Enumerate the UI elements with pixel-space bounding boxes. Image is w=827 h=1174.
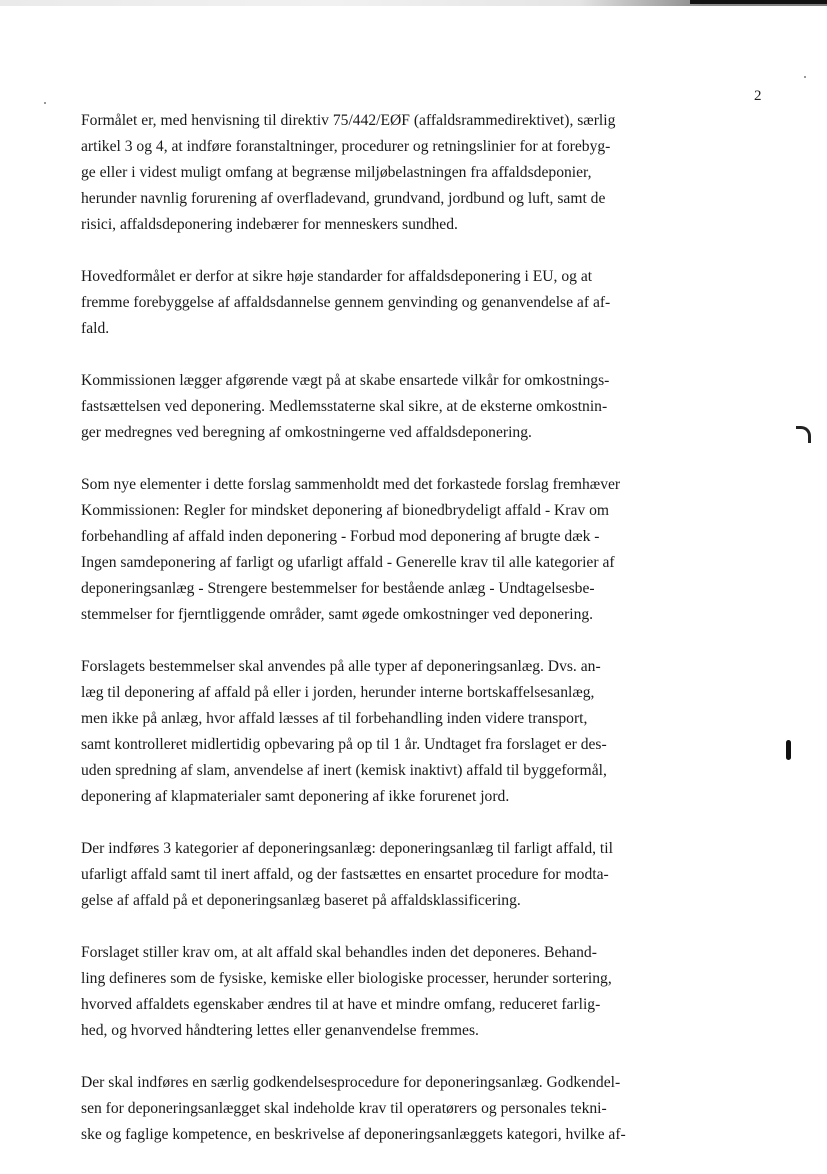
text-line: Kommissionen lægger afgørende vægt på at skabe ensartede vilkår for omkostnings-	[81, 372, 610, 389]
page-number: 2	[754, 88, 762, 104]
text-line: fremme forebyggelse af affaldsdannelse gennem genvinding og genanvendelse af af-	[81, 294, 611, 311]
text-line: gelse af affald på et deponeringsanlæg baseret på affaldsklassificering.	[81, 892, 521, 909]
text-line: risici, affaldsdeponering indebærer for menneskers sundhed.	[81, 216, 458, 233]
text-line: ge eller i videst muligt omfang at begrænse miljøbelastningen fra affaldsdeponier,	[81, 164, 592, 181]
paragraph-approval	[81, 1070, 767, 1148]
scan-margin-mark	[796, 426, 811, 443]
paragraph-categories	[81, 836, 767, 914]
text-line: deponeringsanlæg - Strengere bestemmelser for bestående anlæg - Undtagelsesbe-	[81, 580, 595, 597]
text-line: samt kontrolleret midlertidig opbevaring på op til 1 år. Undtaget fra forslaget er des-	[81, 736, 607, 753]
text-line: ling defineres som de fysiske, kemiske eller biologiske processer, herunder sortering,	[81, 970, 612, 987]
text-line: fastsættelsen ved deponering. Medlemsstaterne skal sikre, at de eksterne omkostnin-	[81, 398, 608, 415]
paragraph-purpose	[81, 108, 767, 238]
text-line: ske og faglige kompetence, en beskrivelse af deponeringsanlæggets kategori, hvilke af-	[81, 1126, 626, 1143]
text-line: hed, og hvorved håndtering lettes eller genanvendelse fremmes.	[81, 1022, 479, 1039]
scan-top-dark-bar	[690, 0, 827, 4]
paragraph-new-elements	[81, 472, 767, 628]
text-line: hvorved affaldets egenskaber ændres til at have et mindre omfang, reduceret farlig-	[81, 996, 601, 1013]
text-line: ger medregnes ved beregning af omkostningerne ved affaldsdeponering.	[81, 424, 532, 441]
text-line: Kommissionen: Regler for mindsket deponering af bionedbrydeligt affald - Krav om	[81, 502, 610, 519]
text-line: Formålet er, med henvisning til direktiv 75/442/EØF (affaldsrammedirektivet), særlig	[81, 112, 616, 129]
paragraph-treatment	[81, 940, 767, 1044]
text-line: artikel 3 og 4, at indføre foranstaltninger, procedurer og retningslinier for at forebyg-	[81, 138, 611, 155]
text-line: forbehandling af affald inden deponering - Forbud mod deponering af brugte dæk -	[81, 528, 600, 545]
text-line: Forslagets bestemmelser skal anvendes på alle typer af deponeringsanlæg. Dvs. an-	[81, 658, 601, 675]
paragraph-scope	[81, 654, 767, 810]
text-line: uden spredning af slam, anvendelse af inert (kemisk inaktivt) affald til byggeformål,	[81, 762, 607, 779]
text-line: fald.	[81, 320, 110, 337]
text-line: Som nye elementer i dette forslag sammenholdt med det forkastede forslag fremhæver	[81, 476, 621, 493]
text-line: sen for deponeringsanlægget skal indeholde krav til operatørers og personales tekni-	[81, 1100, 607, 1117]
text-line: Ingen samdeponering af farligt og ufarligt affald - Generelle krav til alle kategorier af	[81, 554, 615, 571]
text-line: herunder navnlig forurening af overfladevand, grundvand, jordbund og luft, samt de	[81, 190, 606, 207]
text-line: Forslaget stiller krav om, at alt affald skal behandles inden det deponeres. Behand-	[81, 944, 597, 961]
text-line: deponering af klapmaterialer samt deponering af ikke forurenet jord.	[81, 788, 510, 805]
document-body	[81, 108, 767, 1174]
text-line: men ikke på anlæg, hvor affald læsses af til forbehandling inden videre transport,	[81, 710, 588, 727]
scan-margin-mark	[786, 740, 791, 760]
text-line: Der indføres 3 kategorier af deponeringsanlæg: deponeringsanlæg til farligt affald, til	[81, 840, 613, 857]
text-line: ufarligt affald samt til inert affald, og der fastsættes en ensartet procedure for modta-	[81, 866, 609, 883]
text-line: Der skal indføres en særlig godkendelsesprocedure for deponeringsanlæg. Godkendel-	[81, 1074, 621, 1091]
text-line: Hovedformålet er derfor at sikre høje standarder for affaldsdeponering i EU, og at	[81, 268, 593, 285]
scan-speck	[804, 76, 806, 78]
text-line: stemmelser for fjerntliggende områder, samt øgede omkostninger ved deponering.	[81, 606, 594, 623]
scan-speck	[44, 102, 46, 104]
paragraph-commission-costs	[81, 368, 767, 446]
text-line: læg til deponering af affald på eller i jorden, herunder interne bortskaffelsesanlæg,	[81, 684, 595, 701]
paragraph-main-purpose	[81, 264, 767, 342]
